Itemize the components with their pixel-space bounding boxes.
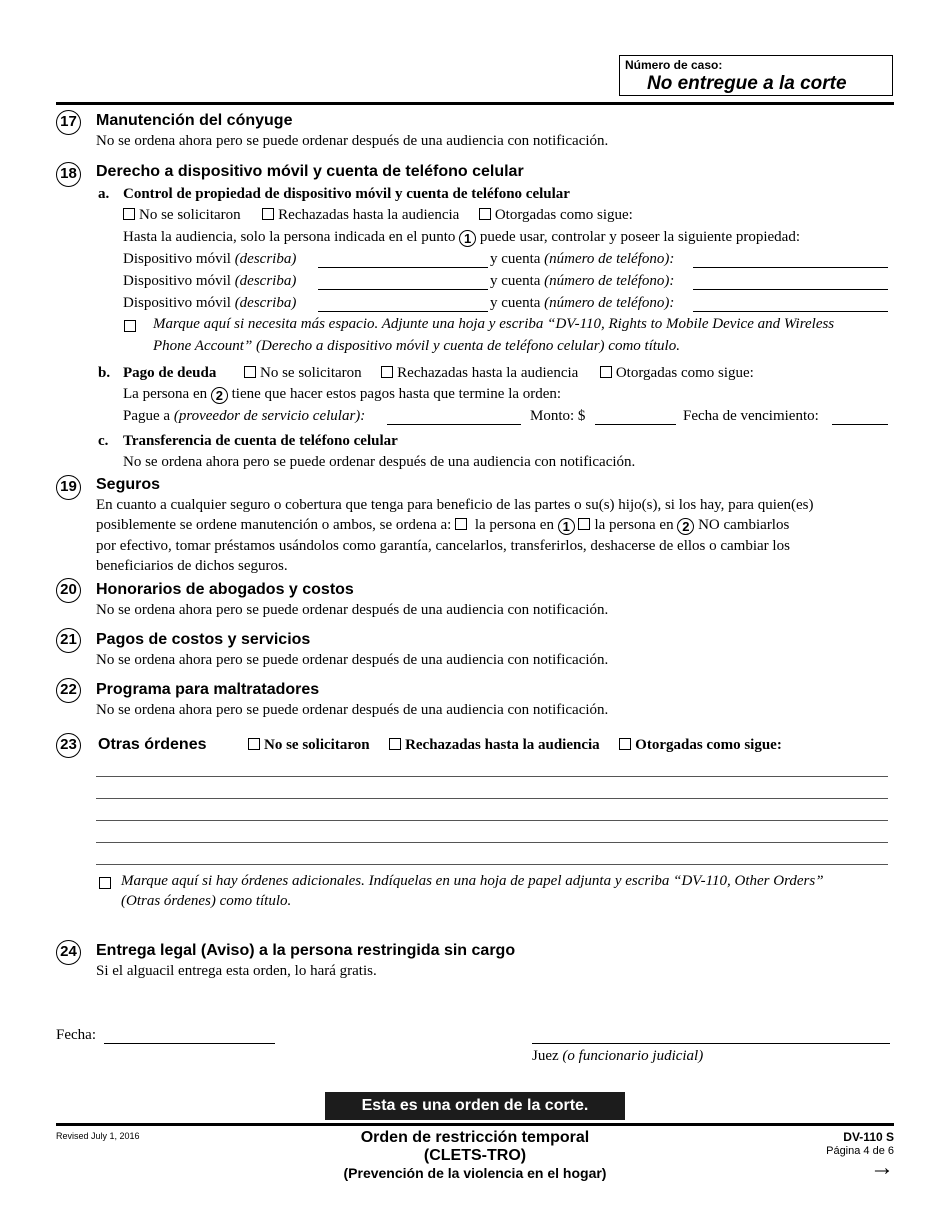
19-person-2-checkbox[interactable] [578,518,590,530]
section-19-title: Seguros [96,476,161,493]
section-18b-options [244,365,754,382]
item-number-20: 20 [56,578,81,603]
header-rule [56,102,894,105]
date-field[interactable] [104,1043,275,1044]
23-more-orders-line2: (Otras órdenes) como título. [121,893,292,909]
case-number-label: Número de caso: [625,58,723,72]
device-2-field[interactable] [318,289,488,290]
account-hint: (número de teléfono): [544,251,675,267]
18a-more-space-checkbox[interactable] [124,320,136,332]
section-19-line2 [96,517,789,535]
section-23-title: Otras órdenes [98,736,207,753]
section-20-title: Honorarios de abogados y costos [96,581,354,598]
section-23-options [248,737,782,754]
19-person-1-ref: 1 [558,518,575,535]
section-18c-text: No se ordena ahora pero se puede ordenar después de una audiencia con notificación. [123,454,636,470]
device-row-3 [123,295,296,312]
account-label: y cuenta [490,295,541,311]
23-not-requested-label: No se solicitaron [264,737,370,753]
18a-granted-checkbox[interactable] [479,208,491,220]
19-person-1-checkbox[interactable] [455,518,467,530]
section-22-text: No se ordena ahora pero se puede ordenar después de una audiencia con notificación. [96,702,609,718]
device-hint: (describa) [234,295,297,311]
19-line2-post: NO cambiarlos [698,517,790,533]
23-granted-checkbox[interactable] [619,738,631,750]
account-row-1 [490,251,674,268]
item-number-18: 18 [56,162,81,187]
other-orders-line-5[interactable] [96,864,888,865]
section-18a-options [123,207,633,224]
section-18-title: Derecho a dispositivo móvil y cuenta de teléfono celular [96,163,524,180]
item-number-24: 24 [56,940,81,965]
18a-denied-checkbox[interactable] [262,208,274,220]
23-more-orders-checkbox-wrap [99,875,115,893]
item-number-23: 23 [56,733,81,758]
section-17-title: Manutención del cónyuge [96,112,293,129]
item-number-22: 22 [56,678,81,703]
judge-label-row [532,1048,703,1065]
19-person-2-ref: 2 [677,518,694,535]
18a-more-space-checkbox-wrap [124,318,140,336]
account-row-3 [490,295,674,312]
18a-not-requested-label: No se solicitaron [139,207,241,223]
device-row-1 [123,251,296,268]
18a-person-1-ref: 1 [459,230,476,247]
other-orders-line-2[interactable] [96,798,888,799]
18a-granted-label: Otorgadas como sigue: [494,207,633,223]
date-label: Fecha: [56,1027,96,1043]
device-1-field[interactable] [318,267,488,268]
judge-label: Juez [532,1048,559,1064]
section-17-text: No se ordena ahora pero se puede ordenar después de una audiencia con notificación. [96,133,609,149]
case-number-value: No entregue a la corte [647,73,847,94]
18a-more-space-line1: Marque aquí si necesita más espacio. Adjunte una hoja y escriba “DV-110, Rights to Mobile Device and Wireless [153,316,835,332]
section-19-line4: beneficiarios de dichos seguros. [96,558,288,574]
23-denied-checkbox[interactable] [389,738,401,750]
form-id: DV-110 S [843,1130,894,1144]
footer-title-2: (CLETS-TRO) [423,1147,527,1164]
section-18b-letter: b. [98,365,111,381]
18b-amount-field[interactable] [595,424,676,425]
section-20-text: No se ordena ahora pero se puede ordenar después de una audiencia con notificación. [96,602,609,618]
device-label: Dispositivo móvil [123,273,231,289]
account-hint: (número de teléfono): [544,295,675,311]
next-page-arrow-icon: → [870,1154,894,1181]
18b-denied-label: Rechazadas hasta la audiencia [397,365,579,381]
section-19-line3: por efectivo, tomar préstamos usándolos como garantía, cancelarlos, transferirlos, deshacerse de ellos o cambiar los [96,538,790,554]
account-2-field[interactable] [693,289,888,290]
19-person-2-label: la persona en [594,517,674,533]
account-1-field[interactable] [693,267,888,268]
section-24-title: Entrega legal (Aviso) a la persona restringida sin cargo [96,942,516,959]
18b-pay-hint: (proveedor de servicio celular): [173,408,366,424]
23-granted-label: Otorgadas como sigue: [635,737,782,753]
footer-title-1: Orden de restricción temporal [360,1129,590,1146]
page-number: Página 4 de 6 [826,1145,894,1157]
judge-signature-line[interactable] [532,1043,890,1044]
section-21-text: No se ordena ahora pero se puede ordenar después de una audiencia con notificación. [96,652,609,668]
18b-due-label: Fecha de vencimiento: [683,408,819,424]
18b-person-pre: La persona en [123,386,208,402]
court-order-banner: Esta es una orden de la corte. [325,1092,625,1120]
device-3-field[interactable] [318,311,488,312]
account-row-2 [490,273,674,290]
18b-granted-label: Otorgadas como sigue: [615,365,754,381]
item-number-17: 17 [56,110,81,135]
section-18b-person-text [123,386,561,404]
other-orders-line-3[interactable] [96,820,888,821]
section-18a-until-text [123,229,800,247]
19-line2-pre: posiblemente se ordene manutención o ambos, se ordena a: [96,517,452,533]
19-person-1-label: la persona en [474,517,554,533]
other-orders-line-1[interactable] [96,776,888,777]
18a-denied-label: Rechazadas hasta la audiencia [278,207,460,223]
footer-title-3: (Prevención de la violencia en el hogar) [343,1165,607,1181]
item-number-19: 19 [56,475,81,500]
section-24-text: Si el alguacil entrega esta orden, lo hará gratis. [96,963,377,979]
18b-person-2-ref: 2 [211,387,228,404]
18b-not-requested-checkbox[interactable] [244,366,256,378]
section-21-title: Pagos de costos y servicios [96,631,311,648]
section-18c-title: Transferencia de cuenta de teléfono celular [123,433,398,449]
23-more-orders-checkbox[interactable] [99,877,111,889]
18a-until-post: puede usar, controlar y poseer la siguiente propiedad: [479,229,801,245]
device-label: Dispositivo móvil [123,295,231,311]
case-number-box [619,55,893,96]
device-hint: (describa) [234,251,297,267]
18b-due-field[interactable] [832,424,888,425]
revised-date: Revised July 1, 2016 [56,1131,140,1141]
18b-amount-label: Monto: $ [530,408,586,424]
18b-granted-checkbox[interactable] [600,366,612,378]
account-3-field[interactable] [693,311,888,312]
other-orders-line-4[interactable] [96,842,888,843]
section-18b-title: Pago de deuda [123,365,217,381]
18a-not-requested-checkbox[interactable] [123,208,135,220]
section-22-title: Programa para maltratadores [96,681,320,698]
section-18c-letter: c. [98,433,109,449]
23-more-orders-line1: Marque aquí si hay órdenes adicionales. Indíquelas en una hoja de papel adjunta y escriba “DV-110, Other Orders” [121,873,824,889]
section-18a-title: Control de propiedad de dispositivo móvil y cuenta de teléfono celular [123,186,570,202]
18b-not-requested-label: No se solicitaron [260,365,362,381]
section-18a-letter: a. [98,186,110,202]
item-number-21: 21 [56,628,81,653]
18b-pay-to [123,408,365,425]
18a-until-pre: Hasta la audiencia, solo la persona indicada en el punto [123,229,456,245]
device-hint: (describa) [234,273,297,289]
section-19-line1: En cuanto a cualquier seguro o cobertura que tenga para beneficio de las partes o su(s) hijo(s), si los hay, para quien(es) [96,497,814,513]
judge-hint: (o funcionario judicial) [562,1048,704,1064]
device-row-2 [123,273,296,290]
18b-pay-label: Pague a [123,408,171,424]
23-denied-label: Rechazadas hasta la audiencia [405,737,600,753]
account-label: y cuenta [490,273,541,289]
device-label: Dispositivo móvil [123,251,231,267]
18a-more-space-line2: Phone Account” (Derecho a dispositivo móvil y cuenta de teléfono celular) como título. [153,338,680,354]
23-not-requested-checkbox[interactable] [248,738,260,750]
18b-person-post: tiene que hacer estos pagos hasta que termine la orden: [231,386,562,402]
18b-pay-to-field[interactable] [387,424,521,425]
account-label: y cuenta [490,251,541,267]
account-hint: (número de teléfono): [544,273,675,289]
footer-rule [56,1123,894,1126]
18b-denied-checkbox[interactable] [381,366,393,378]
